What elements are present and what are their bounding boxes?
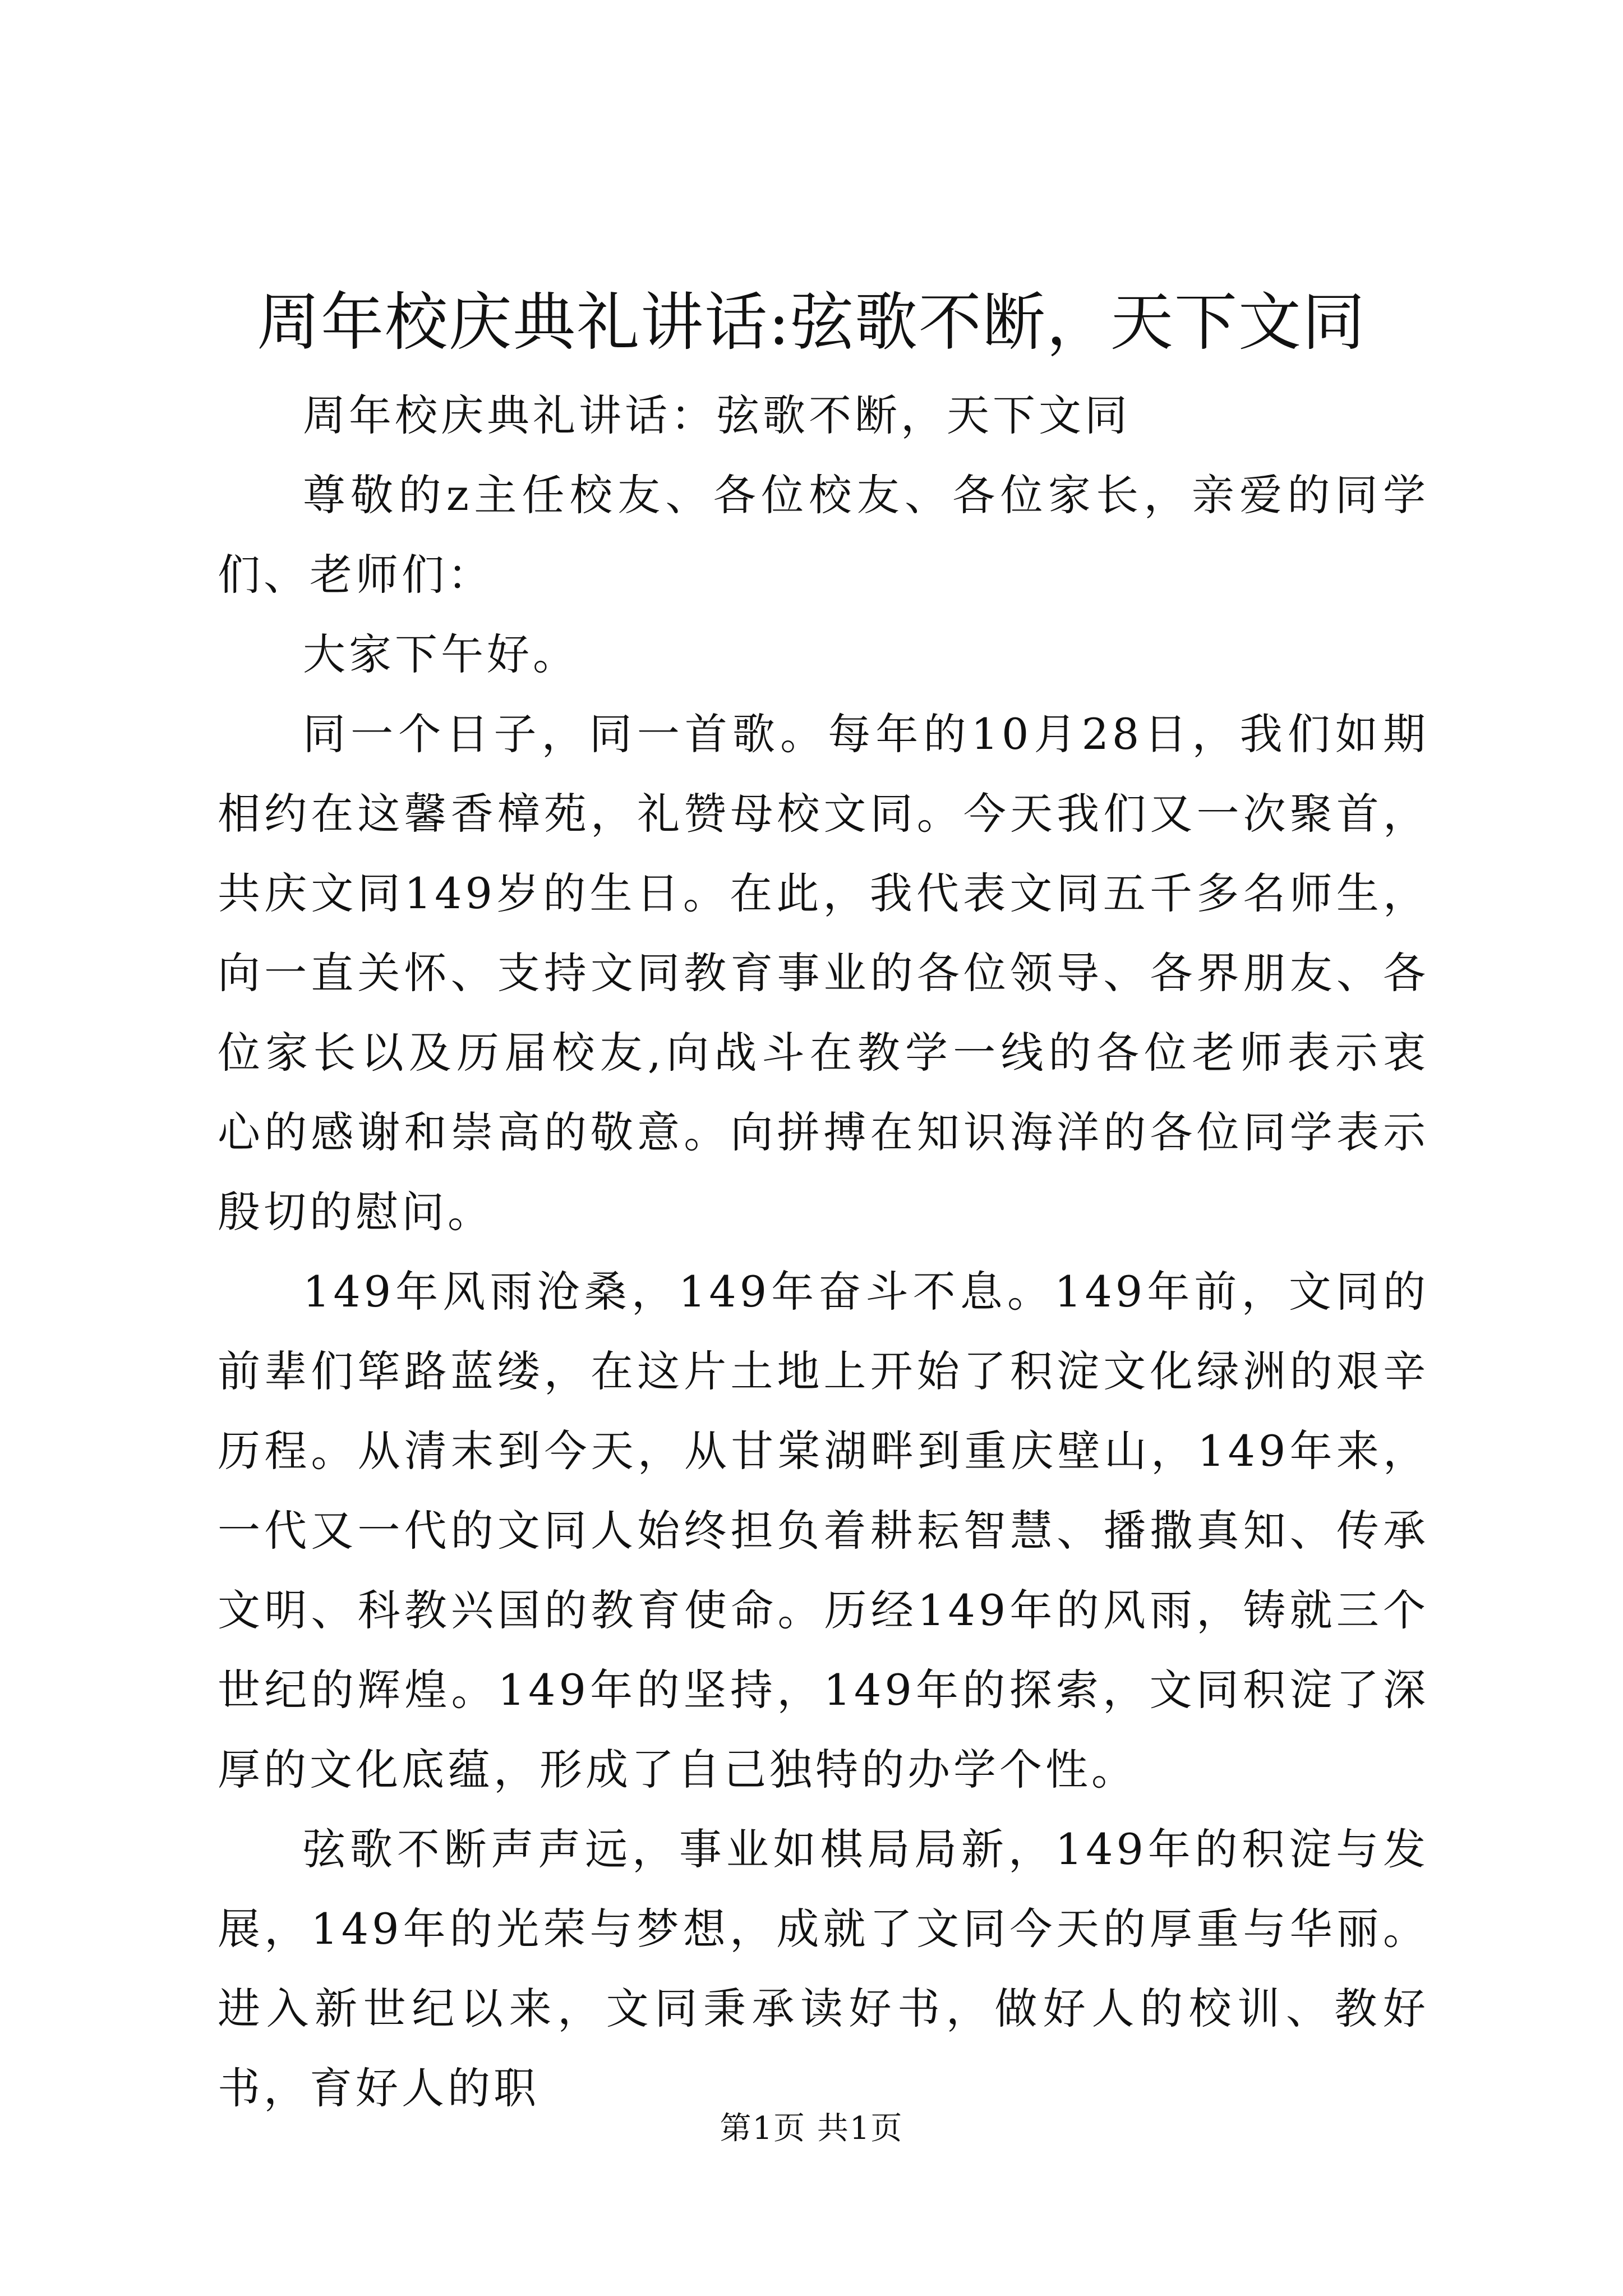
paragraph-subtitle: 周年校庆典礼讲话：弦歌不断，天下文同 bbox=[303, 390, 1131, 440]
paragraph-body: 弦歌不断声声远，事业如棋局局新，149年的积淀与发展，149年的光荣与梦想，成就了文同今天的厚重与华丽。进入新世纪以来，文同秉承读好书，做好人的校训、教好书，育好人的职 bbox=[218, 1824, 1429, 2113]
paragraph-body: 同一个日子，同一首歌。每年的10月28日，我们如期相约在这馨香樟苑，礼赞母校文同。今天我们又一次聚首，共庆文同149岁的生日。在此，我代表文同五千多名师生，向一直关怀、支持文同教育事业的各位领导、各界朋友、各位家长以及历届校友,向战斗在教学一线的各位老师表示衷心的感谢和崇高的敬意。向拼搏在知识海洋的各位同学表示殷切的慰问。 bbox=[218, 709, 1429, 1237]
page-number-footer: 第1页 共1页 bbox=[720, 2110, 903, 2147]
paragraph-body: 149年风雨沧桑，149年奋斗不息。149年前，文同的前辈们筚路蓝缕，在这片土地上开始了积淀文化绿洲的艰辛历程。从清末到今天，从甘棠湖畔到重庆壁山，149年来，一代又一代的文同人始终担负着耕耘智慧、播撒真知、传承文明、科教兴国的教育使命。历经149年的风雨，铸就三个世纪的辉煌。149年的坚持，149年的探索，文同积淀了深厚的文化底蕴，形成了自己独特的办学个性。 bbox=[218, 1267, 1429, 1795]
document-body bbox=[218, 376, 1429, 2128]
document-title: 周年校庆典礼讲话:弦歌不断，天下文同 bbox=[257, 286, 1366, 359]
paragraph-salutation: 尊敬的z主任校友、各位校友、各位家长，亲爱的同学们、老师们： bbox=[218, 470, 1429, 600]
paragraph-greeting: 大家下午好。 bbox=[303, 629, 579, 679]
